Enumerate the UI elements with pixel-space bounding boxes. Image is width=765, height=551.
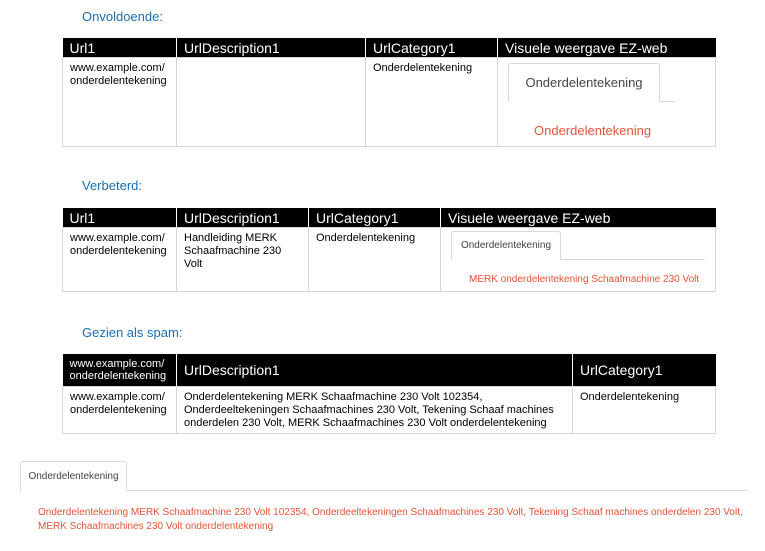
preview-tab-underline [560, 259, 705, 260]
cell-category: Onderdelentekening [573, 387, 716, 434]
bottom-preview-underline [126, 490, 748, 491]
section-title-improved: Verbeterd: [82, 178, 142, 193]
cell-preview [441, 228, 716, 292]
preview-tab: Onderdelentekening [508, 63, 660, 102]
table-improved [62, 208, 716, 292]
cell-url: www.example.com/ onderdelentekening [63, 387, 177, 434]
header-url1: Url1 [63, 208, 177, 228]
header-urlcategory1: UrlCategory1 [309, 208, 441, 228]
table-spam [62, 354, 716, 434]
section-title-spam: Gezien als spam: [82, 325, 183, 340]
preview-tab-underline [659, 101, 675, 102]
bottom-preview-text: Onderdelentekening MERK Schaafmachine 230 Volt 102354, Onderdeeltekeningen Schaafmachines 230 Volt, Tekening Schaaf machines onderdelen 230 Volt, MERK Schaafmachines 230 Volt onderdelentekening [38, 507, 743, 532]
header-urldescription1: UrlDescription1 [177, 354, 573, 387]
header-urlcategory1: UrlCategory1 [366, 38, 498, 58]
cell-url: www.example.com/ onderdelentekening [63, 228, 177, 292]
cell-description: Onderdelentekening MERK Schaafmachine 230 Volt 102354, Onderdeeltekeningen Schaafmachines 230 Volt, Tekening Schaaf machines onderdelen 230 Volt, MERK Schaafmachines 230 Volt onderdelentekening [177, 387, 573, 434]
header-url1: Url1 [63, 38, 177, 58]
cell-description [177, 58, 366, 147]
preview-tab: Onderdelentekening [451, 231, 561, 260]
header-urlcategory1: UrlCategory1 [573, 354, 716, 387]
header-visual-preview: Visuele weergave EZ-web [441, 208, 716, 228]
table-insufficient [62, 38, 716, 147]
section-title-insufficient: Onvoldoende: [82, 9, 163, 24]
cell-category: Onderdelentekening [366, 58, 498, 147]
header-urldescription1: UrlDescription1 [177, 208, 309, 228]
header-visual-preview: Visuele weergave EZ-web [498, 38, 716, 58]
cell-url: www.example.com/ onderdelentekening [63, 58, 177, 147]
cell-description: Handleiding MERK Schaafmachine 230 Volt [177, 228, 309, 292]
cell-category: Onderdelentekening [309, 228, 441, 292]
bottom-preview-tab: Onderdelentekening [20, 461, 127, 491]
preview-link-text: Onderdelentekening [534, 123, 652, 138]
cell-preview [498, 58, 716, 147]
preview-link-text: MERK onderdelentekening Schaafmachine 230 Volt [469, 274, 700, 285]
header-url-value: www.example.com/ onderdelentekening [63, 354, 177, 387]
header-urldescription1: UrlDescription1 [177, 38, 366, 58]
